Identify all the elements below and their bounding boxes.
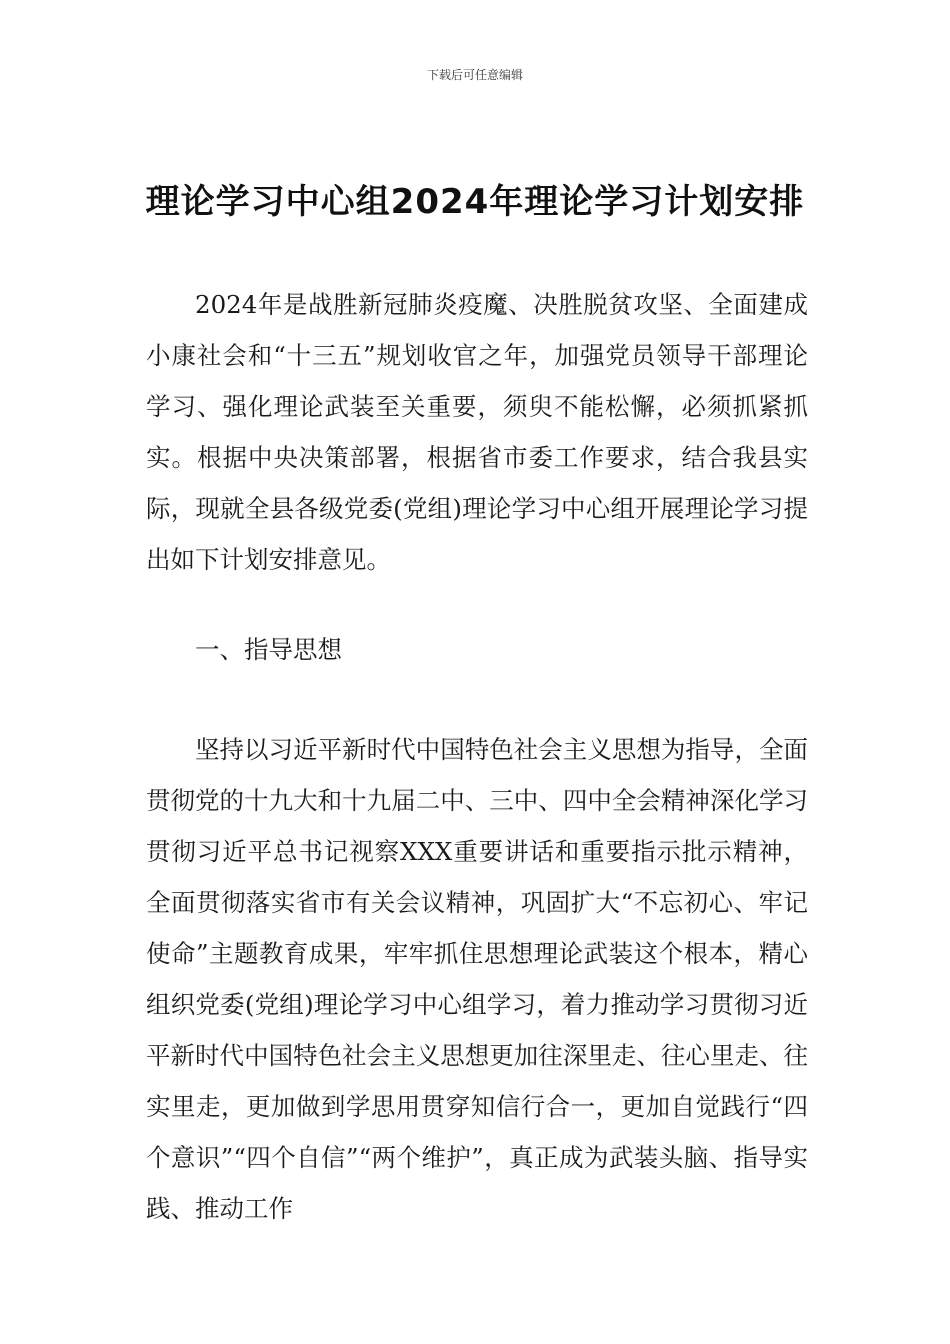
document-title: 理论学习中心组2024年理论学习计划安排 — [145, 182, 805, 222]
header-note: 下载后可任意编辑 — [426, 68, 523, 82]
section-heading-guiding-ideology: 一、指导思想 — [195, 635, 342, 664]
section-body-paragraph: 坚持以习近平新时代中国特色社会主义思想为指导，全面贯彻党的十九大和十九届二中、三中、四中全会精神深化学习贯彻习近平总书记视察XXX重要讲话和重要指示批示精神，全面贯彻落实省市有关会议精神，巩固扩大“不忘初心、牢记使命”主题教育成果，牢牢抓住思想理论武装这个根本，精心组织党委(党组)理论学习中心组学习，着力推动学习贯彻习近平新时代中国特色社会主义思想更加往深里走、往心里走、往实里走，更加做到学思用贯穿知信行合一，更加自觉践行“四个意识”“四个自信”“两个维护”，真正成为武装头脑、指导实践、推动工作 — [146, 735, 808, 1223]
intro-paragraph: 2024年是战胜新冠肺炎疫魔、决胜脱贫攻坚、全面建成小康社会和“十三五”规划收官之年，加强党员领导干部理论学习、强化理论武装至关重要，须臾不能松懈，必须抓紧抓实。根据中央决策部署，根据省市委工作要求，结合我县实际，现就全县各级党委(党组)理论学习中心组开展理论学习提出如下计划安排意见。 — [146, 290, 808, 574]
